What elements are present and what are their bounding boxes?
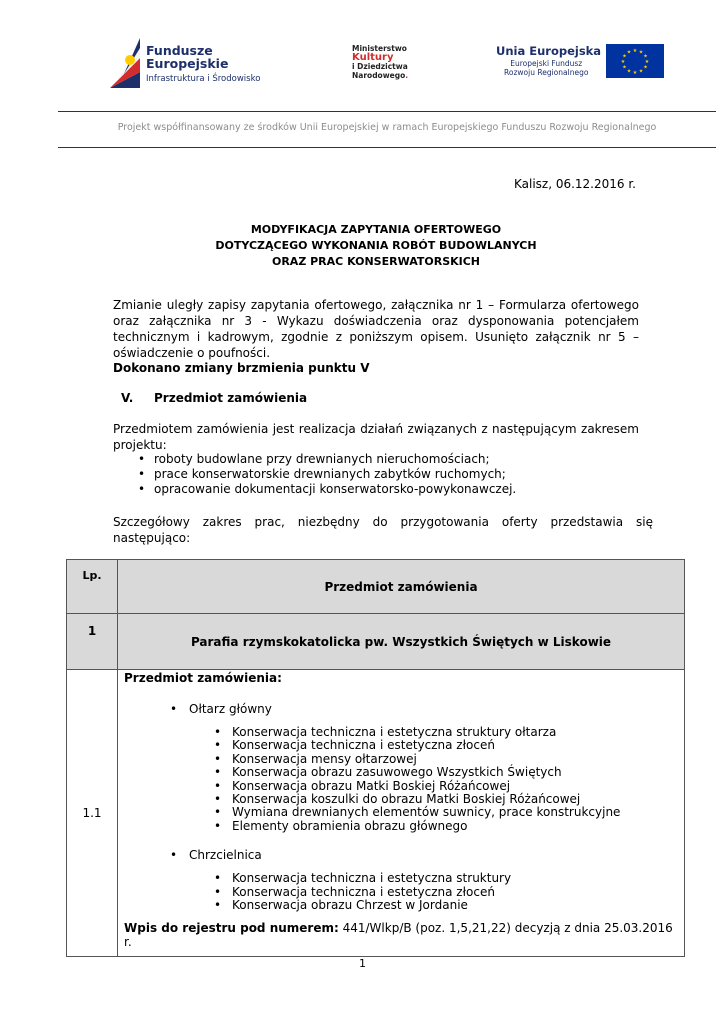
fe-logo-text: Fundusze Europejskie <box>146 43 229 71</box>
document-date: Kalisz, 06.12.2016 r. <box>513 177 636 191</box>
ministerstwo-kultury-logo: Ministerstwo Kultury i Dziedzictwa Narodowego. <box>352 44 409 80</box>
svg-text:★: ★ <box>622 64 627 71</box>
eu-logo-title: Unia Europejska <box>496 44 602 58</box>
header-rule-bottom <box>58 147 716 148</box>
registry-label: Wpis do rejestru pod numerem: <box>124 921 339 936</box>
list-item: • Konserwacja obrazu Chrzest w Jordanie <box>124 899 684 912</box>
table-row <box>67 614 685 670</box>
scope-list <box>113 452 653 497</box>
details-intro: Szczegółowy zakres prac, niezbędny do przygotowania oferty przedstawia się następująco: <box>113 515 653 545</box>
list-item: • Konserwacja koszulki do obrazu Matki Boskiej Różańcowej <box>124 793 684 806</box>
svg-text:★: ★ <box>622 53 627 60</box>
svg-text:★: ★ <box>644 59 650 65</box>
list-item: • roboty budowlane przy drewnianych nieruchomościach; <box>113 452 653 467</box>
row-lp: 1.1 <box>67 670 118 957</box>
document-title: MODYFIKACJA ZAPYTANIA OFERTOWEGO DOTYCZĄCEGO WYKONANIA ROBÓT BUDOWLANYCH ORAZ PRAC KONSERWATORSKICH <box>215 223 537 268</box>
svg-text:★: ★ <box>643 64 648 71</box>
svg-text:★: ★ <box>626 68 632 75</box>
list-item: • prace konserwatorskie drewnianych zabytków ruchomych; <box>113 467 653 482</box>
section-title: Przedmiot zamówienia <box>154 391 308 405</box>
order-table <box>66 559 685 957</box>
page-number: 1 <box>359 957 366 970</box>
list-item: • Konserwacja obrazu zasuwowego Wszystkich Świętych <box>124 766 684 779</box>
list-item: • Wymiana drewnianych elementów suwnicy, prace konstrukcyjne <box>124 806 684 819</box>
section-intro: Przedmiotem zamówienia jest realizacja działań związanych z następującym zakresem projektu: <box>113 422 639 452</box>
svg-text:★: ★ <box>632 48 638 54</box>
parish-title: Parafia rzymskokatolicka pw. Wszystkich Świętych w Liskowie <box>118 614 685 670</box>
col-subject-header: Przedmiot zamówienia <box>118 560 685 614</box>
row-lp: 1 <box>67 614 118 670</box>
svg-text:★: ★ <box>643 53 648 60</box>
col-lp-header: Lp. <box>67 560 118 614</box>
registry-value: 441/Wlkp/B (poz. 1,5,21,22) decyzją z dnia 25.03.2016 r. <box>124 921 673 950</box>
list-item: • Chrzcielnica <box>124 848 684 863</box>
list-item: • Konserwacja techniczna i estetyczna struktury ołtarza <box>124 726 684 739</box>
eu-logo-subtitle: Europejski Fundusz Rozwoju Regionalnego <box>504 59 589 77</box>
eu-flag-icon <box>606 44 664 78</box>
list-item: • Konserwacja techniczna i estetyczna złoceń <box>124 886 684 899</box>
registry-entry <box>124 921 684 949</box>
list-item: • Konserwacja techniczna i estetyczna złoceń <box>124 739 684 752</box>
subject-heading: Przedmiot zamówienia: <box>124 671 282 685</box>
list-item: • Elementy obramienia obrazu głównego <box>124 820 684 833</box>
list-item: • Konserwacja techniczna i estetyczna struktury <box>124 872 684 885</box>
fe-logo-subtitle: Infrastruktura i Środowisko <box>146 74 261 84</box>
section-number: V. <box>121 391 134 405</box>
list-item: • Konserwacja mensy ołtarzowej <box>124 753 684 766</box>
fundusze-europejskie-logo-icon <box>110 38 140 88</box>
table-row <box>67 670 685 957</box>
svg-text:★: ★ <box>620 59 626 65</box>
svg-text:★: ★ <box>626 49 632 56</box>
svg-text:★: ★ <box>638 68 644 75</box>
list-item: • Ołtarz główny <box>124 702 684 717</box>
svg-text:★: ★ <box>632 70 638 76</box>
change-note: Dokonano zmiany brzmienia punktu V <box>113 361 370 375</box>
list-item: • Konserwacja obrazu Matki Boskiej Różańcowej <box>124 780 684 793</box>
svg-text:★: ★ <box>638 49 644 56</box>
cofinancing-note: Projekt współfinansowany ze środków Unii Europejskiej w ramach Europejskiego Funduszu Rozwoju Regionalnego <box>117 122 657 133</box>
subject-details <box>118 670 685 957</box>
list-item: • opracowanie dokumentacji konserwatorsko-powykonawczej. <box>113 482 653 497</box>
table-header-row <box>67 560 685 614</box>
header-rule-top <box>58 111 716 112</box>
intro-paragraph: Zmianie uległy zapisy zapytania ofertowego, załącznika nr 1 – Formularza ofertowego oraz załącznika nr 3 - Wykazu doświadczenia oraz dysponowania potencjałem technicznym i kadrowym, zgodnie z poniższym opisem. Usunięto załącznik nr 5 – oświadczenie o poufności. <box>113 298 639 360</box>
